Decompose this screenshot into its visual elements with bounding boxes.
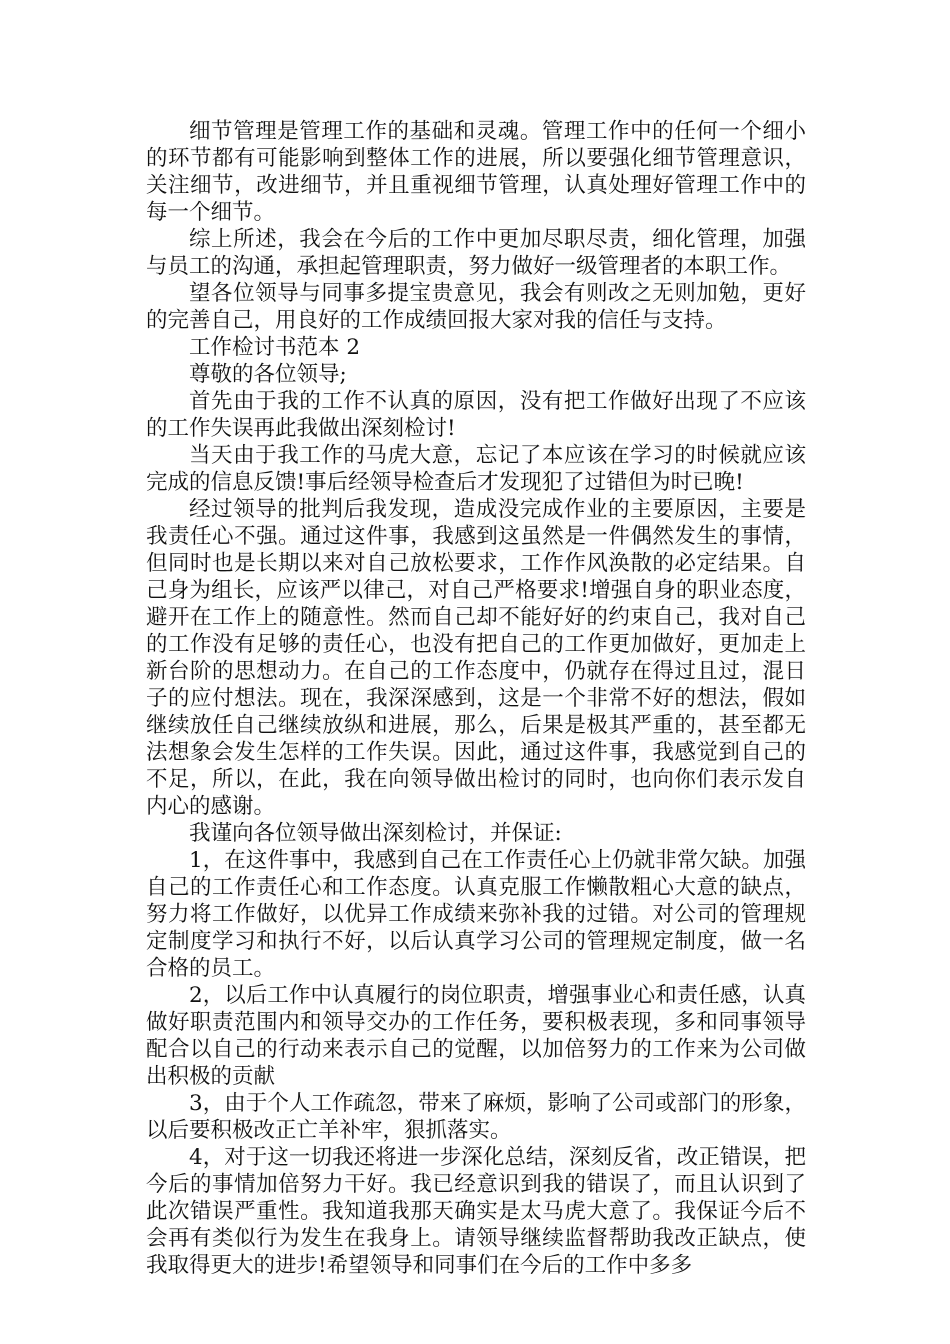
list-item-4: 4，对于这一切我还将进一步深化总结，深刻反省，改正错误，把今后的事情加倍努力干好。我已经意识到我的错误了，而且认识到了此次错误严重性。我知道我那天确实是太马虎大意了。我保证今后不会再有类似行为发生在我身上。请领导继续监督帮助我改正缺点，使我取得更大的进步!希望领导和同事们在今后的工作中多多 — [146, 1145, 806, 1278]
section-heading: 工作检讨书范本 2 — [189, 335, 361, 360]
list-item-3: 3，由于个人工作疏忽，带来了麻烦，影响了公司或部门的形象，以后要积极改正亡羊补牢，狠抓落实。 — [146, 1091, 806, 1143]
list-item-1: 1，在这件事中，我感到自己在工作责任心上仍就非常欠缺。加强自己的工作责任心和工作态度。认真克服工作懒散粗心大意的缺点，努力将工作做好，以优异工作成绩来弥补我的过错。对公司的管理规定制度学习和执行不好，以后认真学习公司的管理规定制度，做一名合格的员工。 — [146, 848, 806, 981]
paragraph-reflection: 经过领导的批判后我发现，造成没完成作业的主要原因，主要是我责任心不强。通过这件事，我感到这虽然是一件偶然发生的事情，但同时也是长期以来对自己放松要求，工作作风涣散的必定结果。自己身为组长，应该严以律己，对自己严格要求!增强自身的职业态度，避开在工作上的随意性。然而自己却不能好好的约束自己，我对自己的工作没有足够的责任心，也没有把自己的工作更加做好，更加走上新台阶的思想动力。在自己的工作态度中，仍就存在得过且过，混日子的应付想法。现在，我深深感到，这是一个非常不好的想法，假如继续放任自己继续放纵和进展，那么，后果是极其严重的，甚至都无法想象会发生怎样的工作失误。因此，通过这件事，我感觉到自己的不足，所以，在此，我在向领导做出检讨的同时，也向你们表示发自内心的感谢。 — [146, 497, 806, 819]
list-item-2: 2，以后工作中认真履行的岗位职责，增强事业心和责任感，认真做好职责范围内和领导交办的工作任务，要积极表现，多和同事领导配合以自己的行动来表示自己的觉醒，以加倍努力的工作来为公司做出积极的贡献 — [146, 983, 806, 1089]
paragraph-intro: 首先由于我的工作不认真的原因，没有把工作做好出现了不应该的工作失误再此我做出深刻检讨! — [146, 389, 806, 441]
paragraph-request-feedback: 望各位领导与同事多提宝贵意见，我会有则改之无则加勉，更好的完善自己，用良好的工作成绩回报大家对我的信任与支持。 — [146, 281, 806, 333]
paragraph-pledge-intro: 我谨向各位领导做出深刻检讨，并保证: — [189, 821, 562, 846]
paragraph-detail-management: 细节管理是管理工作的基础和灵魂。管理工作中的任何一个细小的环节都有可能影响到整体工作的进展，所以要强化细节管理意识，关注细节，改进细节，并且重视细节管理，认真处理好管理工作中的每一个细节。 — [146, 119, 806, 225]
document-body — [146, 118, 806, 1279]
paragraph-summary: 综上所述，我会在今后的工作中更加尽职尽责，细化管理，加强与员工的沟通，承担起管理职责，努力做好一级管理者的本职工作。 — [146, 227, 806, 279]
paragraph-incident: 当天由于我工作的马虎大意，忘记了本应该在学习的时候就应该完成的信息反馈!事后经领导检查后才发现犯了过错但为时已晚! — [146, 443, 806, 495]
salutation: 尊敬的各位领导; — [189, 362, 347, 387]
